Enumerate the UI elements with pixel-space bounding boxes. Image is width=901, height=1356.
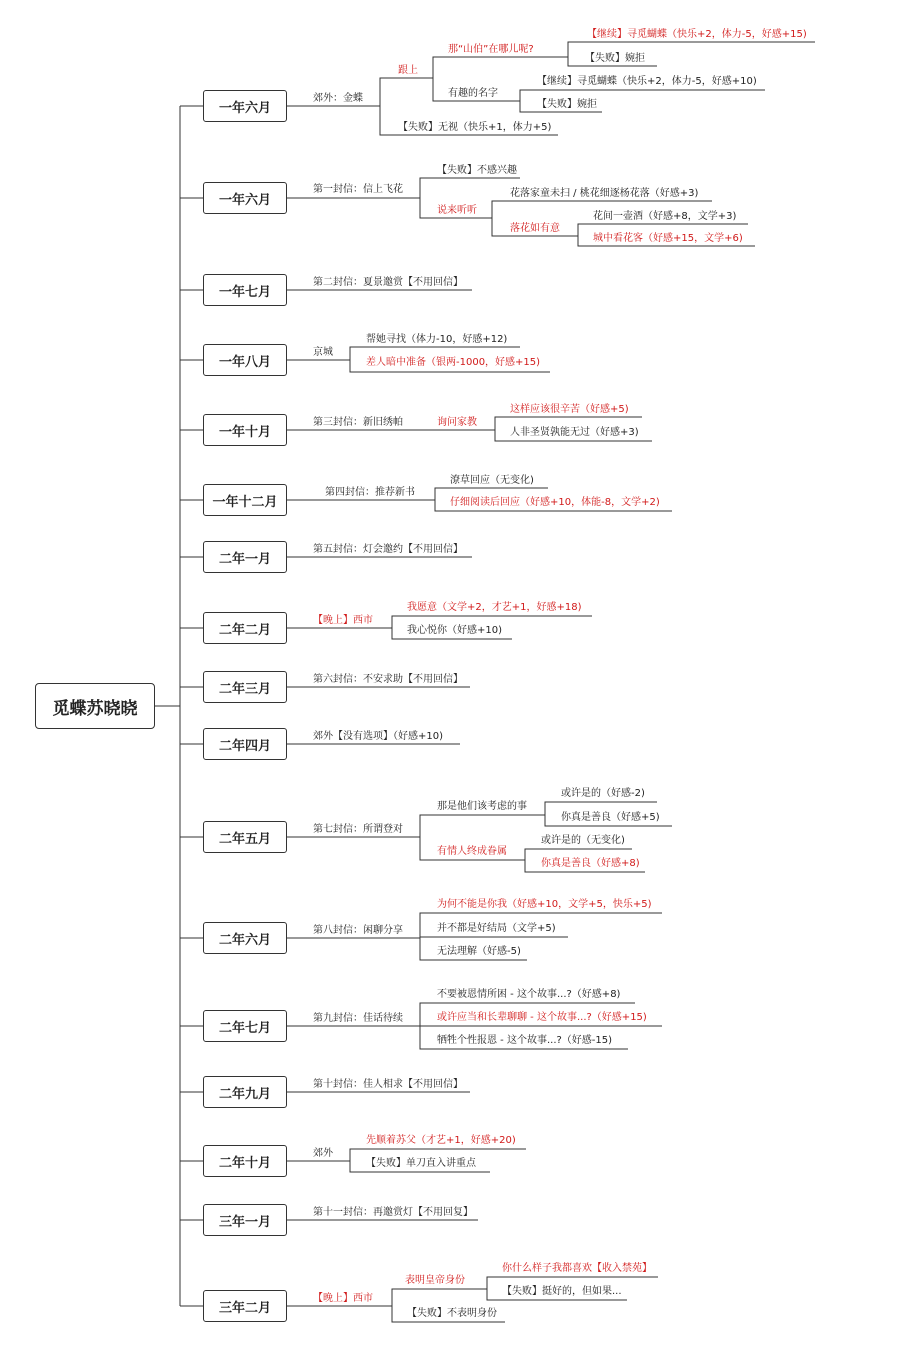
- event-node[interactable]: 第十一封信：再邀赏灯【不用回复】: [313, 1207, 473, 1218]
- event-node[interactable]: 郊外: [313, 1148, 333, 1159]
- choice-node[interactable]: 你什么样子我都喜欢【收入禁苑】: [502, 1263, 652, 1274]
- month-node[interactable]: 二年六月: [203, 922, 287, 954]
- choice-node[interactable]: 【继续】寻觅蝴蝶（快乐+2，体力-5，好感+15): [587, 29, 807, 40]
- month-node[interactable]: 二年四月: [203, 728, 287, 760]
- choice-node[interactable]: 我愿意（文学+2，才艺+1，好感+18): [407, 602, 582, 613]
- choice-node[interactable]: 花落家童未扫 / 桃花细逐杨花落（好感+3): [510, 188, 699, 199]
- choice-node[interactable]: 花间一壶酒（好感+8，文学+3): [593, 211, 737, 222]
- event-node[interactable]: 【晚上】西市: [313, 1293, 373, 1304]
- choice-node[interactable]: 那是他们该考虑的事: [437, 801, 527, 812]
- choice-node[interactable]: 仔细阅读后回应（好感+10，体能-8，文学+2): [450, 497, 660, 508]
- choice-node[interactable]: 那“山伯”在哪儿呢?: [448, 44, 534, 55]
- choice-node[interactable]: 你真是善良（好感+8): [541, 858, 640, 869]
- event-node[interactable]: 郊外【没有选项】（好感+10): [313, 731, 444, 742]
- choice-node[interactable]: 城中看花客（好感+15，文学+6): [593, 233, 743, 244]
- choice-node[interactable]: 落花如有意: [510, 223, 560, 234]
- month-node[interactable]: 二年三月: [203, 671, 287, 703]
- choice-node[interactable]: 【失败】挺好的，但如果...: [502, 1286, 622, 1297]
- event-node[interactable]: 第七封信：所谓登对: [313, 824, 403, 835]
- event-node[interactable]: 第一封信：信上飞花: [313, 184, 403, 195]
- event-node[interactable]: 第三封信：新旧绣帕: [313, 417, 403, 428]
- month-node[interactable]: 一年十月: [203, 414, 287, 446]
- choice-node[interactable]: 牺牲个性报恩 - 这个故事...?（好感-15): [437, 1035, 613, 1046]
- event-node[interactable]: 第九封信：佳话待续: [313, 1013, 403, 1024]
- choice-node[interactable]: 我心悦你（好感+10): [407, 625, 503, 636]
- month-node[interactable]: 二年九月: [203, 1076, 287, 1108]
- choice-node[interactable]: 你真是善良（好感+5): [561, 812, 660, 823]
- choice-node[interactable]: 或许是的（好感-2): [561, 788, 645, 799]
- choice-node[interactable]: 表明皇帝身份: [405, 1275, 465, 1286]
- event-node[interactable]: 第四封信：推荐新书: [325, 487, 415, 498]
- event-node[interactable]: 郊外：金蝶: [313, 93, 363, 104]
- root-node[interactable]: 觅蝶苏晓晓: [35, 683, 155, 729]
- choice-node[interactable]: 帮她寻找（体力-10，好感+12): [366, 334, 508, 345]
- choice-node[interactable]: 差人暗中准备（银两-1000，好感+15): [366, 357, 541, 368]
- choice-node[interactable]: 为何不能是你我（好感+10，文学+5，快乐+5): [437, 899, 652, 910]
- choice-node[interactable]: 有趣的名字: [448, 88, 498, 99]
- choice-node[interactable]: 【失败】不感兴趣: [437, 165, 517, 176]
- event-node[interactable]: 第十封信：佳人相求【不用回信】: [313, 1079, 463, 1090]
- month-node[interactable]: 一年七月: [203, 274, 287, 306]
- choice-node[interactable]: 先顺着苏父（才艺+1，好感+20): [366, 1135, 516, 1146]
- event-node[interactable]: 第二封信：夏景邀赏【不用回信】: [313, 277, 463, 288]
- month-node[interactable]: 二年二月: [203, 612, 287, 644]
- choice-node[interactable]: 有情人终成眷属: [437, 846, 507, 857]
- event-node[interactable]: 第五封信：灯会邀约【不用回信】: [313, 544, 463, 555]
- event-node[interactable]: 京城: [313, 347, 333, 358]
- choice-node[interactable]: 【失败】婉拒: [585, 53, 645, 64]
- event-node[interactable]: 第六封信：不安求助【不用回信】: [313, 674, 463, 685]
- choice-node[interactable]: 说来听听: [437, 205, 477, 216]
- choice-node[interactable]: 询问家教: [437, 417, 477, 428]
- month-node[interactable]: 一年六月: [203, 90, 287, 122]
- choice-node[interactable]: 【失败】无视（快乐+1，体力+5): [398, 122, 552, 133]
- choice-node[interactable]: 人非圣贤孰能无过（好感+3): [510, 427, 639, 438]
- choice-node[interactable]: 不要被恩情所困 - 这个故事...?（好感+8): [437, 989, 621, 1000]
- choice-node[interactable]: 【失败】单刀直入讲重点: [366, 1158, 476, 1169]
- month-node[interactable]: 二年十月: [203, 1145, 287, 1177]
- event-node[interactable]: 第八封信：闲聊分享: [313, 925, 403, 936]
- choice-node[interactable]: 或许应当和长辈聊聊 - 这个故事...?（好感+15): [437, 1012, 647, 1023]
- choice-node[interactable]: 【失败】不表明身份: [407, 1308, 497, 1319]
- choice-node[interactable]: 无法理解（好感-5): [437, 946, 521, 957]
- month-node[interactable]: 三年二月: [203, 1290, 287, 1322]
- choice-node[interactable]: 【失败】婉拒: [537, 99, 597, 110]
- month-node[interactable]: 二年五月: [203, 821, 287, 853]
- month-node[interactable]: 三年一月: [203, 1204, 287, 1236]
- month-node[interactable]: 一年十二月: [203, 484, 287, 516]
- event-node[interactable]: 【晚上】西市: [313, 615, 373, 626]
- choice-node[interactable]: 【继续】寻觅蝴蝶（快乐+2，体力-5，好感+10): [537, 76, 757, 87]
- choice-node[interactable]: 并不都是好结局（文学+5): [437, 923, 556, 934]
- month-node[interactable]: 二年七月: [203, 1010, 287, 1042]
- month-node[interactable]: 二年一月: [203, 541, 287, 573]
- choice-node[interactable]: 跟上: [398, 65, 418, 76]
- choice-node[interactable]: 潦草回应（无变化): [450, 475, 534, 486]
- choice-node[interactable]: 或许是的（无变化): [541, 835, 625, 846]
- month-node[interactable]: 一年六月: [203, 182, 287, 214]
- month-node[interactable]: 一年八月: [203, 344, 287, 376]
- choice-node[interactable]: 这样应该很辛苦（好感+5): [510, 404, 629, 415]
